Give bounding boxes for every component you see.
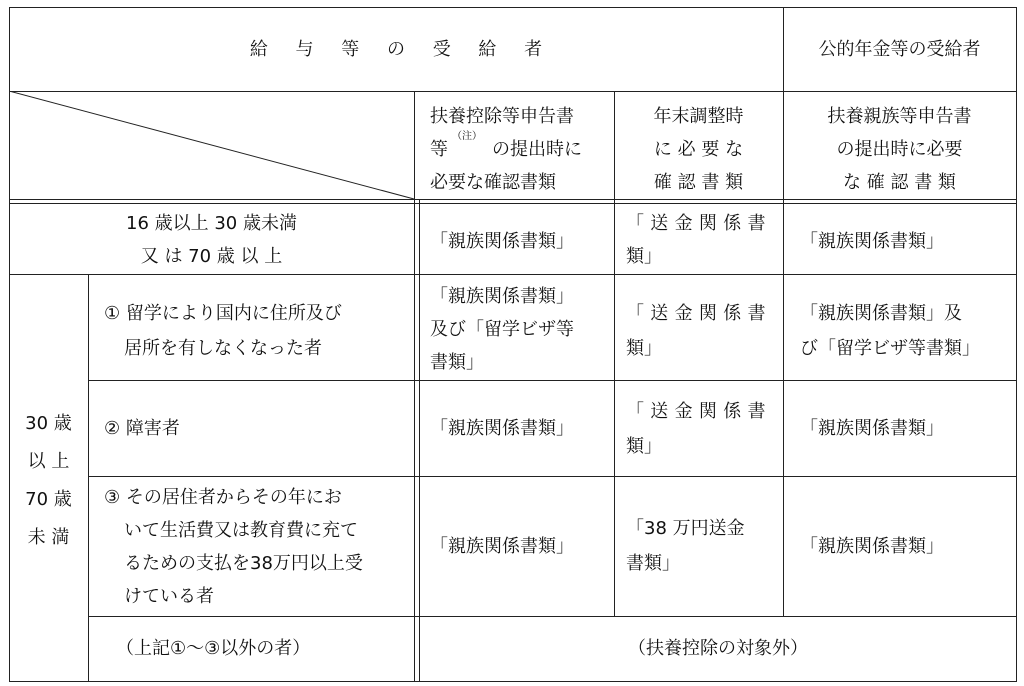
group-label-line2: 以 上 bbox=[27, 451, 70, 472]
row5-label: （上記①～③以外の者） bbox=[116, 638, 311, 659]
border-header-bottom-double bbox=[9, 203, 1017, 204]
header-fuyo-line1: 扶養控除等申告書 bbox=[430, 106, 574, 127]
header-pension-recipients: 公的年金等の受給者 bbox=[818, 39, 981, 60]
row2-nenmatsu-line1: 「送金関係書 bbox=[626, 303, 772, 324]
row1-nenmatsu-line1: 「送金関係書 bbox=[626, 213, 772, 234]
header-fuyo-line3: 必要な確認書類 bbox=[430, 172, 556, 193]
header-fuyo-line2a: 等 bbox=[430, 139, 448, 160]
row1-pension: 「親族関係書類」 bbox=[800, 231, 944, 252]
row3-nenmatsu-line2: 類」 bbox=[626, 436, 662, 457]
row4-fuyo: 「親族関係書類」 bbox=[430, 536, 574, 557]
border-label-column-double bbox=[419, 199, 420, 682]
row1-label-line1: 16 歳以上 30 歳未満 bbox=[126, 213, 297, 234]
border-pension-column bbox=[783, 7, 784, 617]
row2-fuyo-line1: 「親族関係書類」 bbox=[430, 286, 574, 307]
row3-pension: 「親族関係書類」 bbox=[800, 418, 944, 439]
row1-nenmatsu-line2: 類」 bbox=[626, 246, 662, 267]
group-label-line1: 30 歳 bbox=[25, 413, 72, 434]
row2-pension-line2: び「留学ビザ等書類」 bbox=[800, 338, 980, 359]
row2-fuyo-line2: 及び「留学ビザ等 bbox=[430, 319, 574, 340]
row3-nenmatsu-line1: 「送金関係書 bbox=[626, 401, 772, 422]
row4-label-line1: ③ その居住者からその年にお bbox=[104, 487, 342, 508]
row2-pension-line1: 「親族関係書類」及 bbox=[800, 303, 962, 324]
header-nenmatsu-line2: に 必 要 な bbox=[653, 139, 744, 160]
row4-label-line2: いて生活費又は教育費に充て bbox=[124, 520, 358, 541]
border-right bbox=[1016, 7, 1017, 682]
row4-nenmatsu-line2: 書類」 bbox=[626, 553, 680, 574]
row4-nenmatsu-line1: 「38 万円送金 bbox=[626, 518, 745, 539]
border-row3-bottom bbox=[88, 476, 1017, 477]
border-row2-bottom bbox=[88, 380, 1017, 381]
header-nenmatsu-line1: 年末調整時 bbox=[653, 106, 744, 127]
header-fuyo-note: （注） bbox=[452, 131, 482, 142]
row2-fuyo-line3: 書類」 bbox=[430, 352, 484, 373]
header-fuyo-line2b: の提出時に bbox=[492, 139, 582, 160]
group-label-line3: 70 歳 bbox=[25, 489, 72, 510]
row2-nenmatsu-line2: 類」 bbox=[626, 338, 662, 359]
border-row4-bottom bbox=[88, 616, 1017, 617]
row3-fuyo: 「親族関係書類」 bbox=[430, 418, 574, 439]
row1-fuyo: 「親族関係書類」 bbox=[430, 231, 574, 252]
border-top bbox=[9, 7, 1017, 8]
header-pension-line1: 扶養親族等申告書 bbox=[827, 106, 972, 127]
header-pension-line3: な 確 認 書 類 bbox=[843, 172, 956, 193]
group-label-line4: 未 満 bbox=[27, 527, 70, 548]
row5-result: （扶養控除の対象外） bbox=[628, 638, 808, 659]
row4-label-line3: るための支払を38万円以上受 bbox=[124, 553, 363, 574]
corner-diagonal-line bbox=[9, 91, 415, 201]
border-bottom bbox=[9, 681, 1017, 682]
row4-label-line4: けている者 bbox=[124, 586, 214, 607]
header-nenmatsu-line3: 確 認 書 類 bbox=[653, 172, 744, 193]
row3-label: ② 障害者 bbox=[104, 418, 180, 439]
header-pension-line2: の提出時に必要 bbox=[836, 139, 963, 160]
border-row1-bottom bbox=[9, 274, 1017, 275]
header-salary-recipients: 給 与 等 の 受 給 者 bbox=[249, 39, 543, 60]
border-group-column bbox=[88, 274, 89, 682]
row4-pension: 「親族関係書類」 bbox=[800, 536, 944, 557]
row1-label-line2: 又 は 70 歳 以 上 bbox=[140, 246, 283, 267]
row2-label-line2: 居所を有しなくなった者 bbox=[124, 338, 322, 359]
row2-label-line1: ① 留学により国内に住所及び bbox=[104, 303, 342, 324]
